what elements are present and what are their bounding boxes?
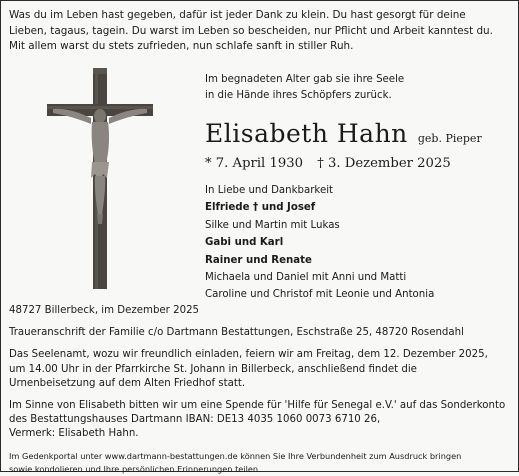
mourner-line: In Liebe und Dankbarkeit [205,185,334,196]
service-line: um 14.00 Uhr in der Pfarrkirche St. Johann in Billerbeck, anschließend findet die [9,363,417,375]
service-line: Urnenbeisetzung auf dem Alten Friedhof statt. [9,377,246,389]
mourner-line: Rainer und Renate [205,254,312,266]
mourner-line: Caroline und Christof mit Leonie und Antonia [205,289,435,301]
birth-date: * 7. April 1930 [205,156,304,171]
birth-name: geb. Pieper [417,132,482,145]
mourning-address: Traueranschrift der Familie c/o Dartmann Bestattungen, Eschstraße 25, 48720 Rosendahl [9,327,464,339]
main-column [205,72,510,304]
intro-line: Lieben, tagaus, tagein. Du warst im Leben so bescheiden, nur Pflicht und Arbeit kanntest du. [9,24,493,37]
mourners-list [205,182,510,304]
deceased-name: Elisabeth Hahn [205,119,408,148]
intro-poem [9,8,514,55]
memorial-note-line: sowie kondolieren und Ihre persönlichen Erinnerungen teilen. [9,463,261,474]
donation-line: Im Sinne von Elisabeth bitten wir um eine Spende für 'Hilfe für Senegal e.V.' auf das Sonderkonto [9,400,506,412]
mourner-line: Gabi und Karl [205,237,284,249]
verse [205,72,510,103]
service-line: Das Seelenamt, wozu wir freundlich einladen, feiern wir am Freitag, dem 12. Dezember 2025, [9,349,488,361]
name-line [205,119,510,148]
donation-line: des Bestattungshauses Dartmann IBAN: DE13 4035 1060 0073 6710 26, [9,414,381,426]
mourner-line: Michaela und Daniel mit Anni und Matti [205,272,407,284]
donation-line: Vermerk: Elisabeth Hahn. [9,428,139,440]
life-dates [205,156,510,171]
verse-line: in die Hände ihres Schöpfers zurück. [205,89,392,101]
intro-line: Mit allem warst du stets zufrieden, nun schlafe sanft in stiller Ruh. [9,40,354,52]
memorial-note-line: Im Gedenkportal unter www.dartmann-bestattungen.de können Sie Ihre Verbundenheit zum Ausdruck bringen [9,450,462,461]
verse-line: Im begnadeten Alter gab sie ihre Seele [205,74,405,85]
crucifix-icon [45,66,155,291]
death-date: † 3. Dezember 2025 [317,156,451,171]
place-date: 48727 Billerbeck, im Dezember 2025 [9,305,200,316]
details-section [9,304,514,476]
intro-line: Was du im Leben hast gegeben, dafür ist jeder Dank zu klein. Du hast gesorgt für deine [9,9,466,21]
mourner-line: Silke und Martin mit Lukas [205,219,340,231]
mourner-line: Elfriede † und Josef [205,202,316,214]
